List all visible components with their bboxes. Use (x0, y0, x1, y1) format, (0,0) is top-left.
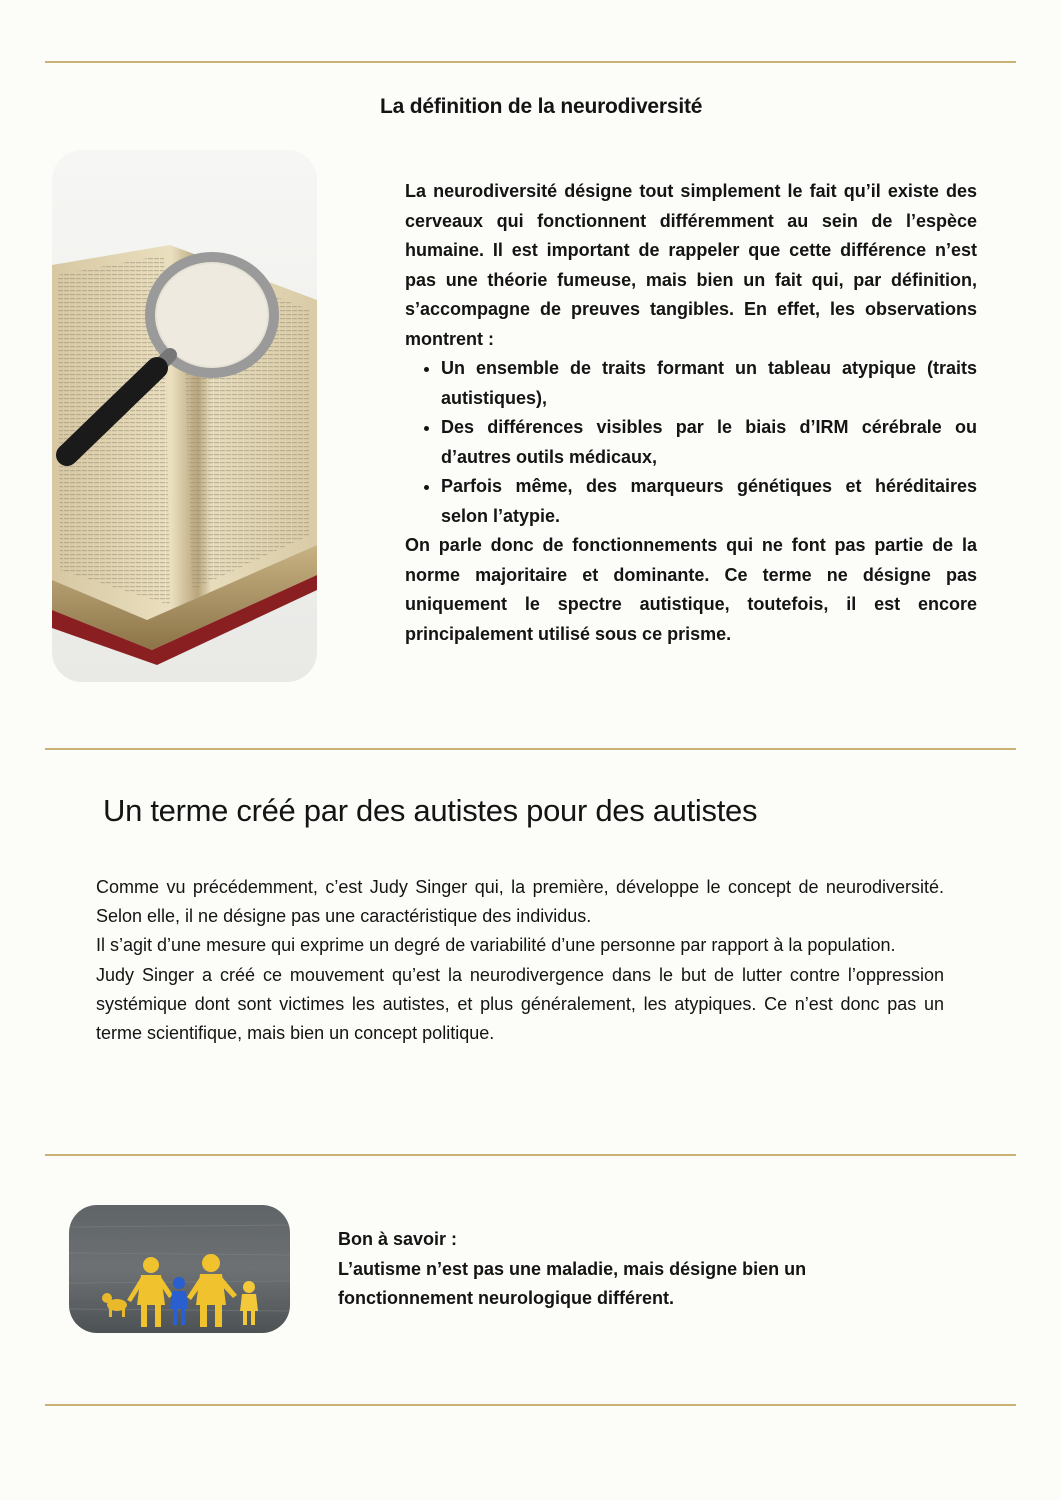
divider-bottom (45, 1404, 1016, 1406)
definition-text (405, 177, 977, 649)
good-to-know-text: L’autisme n’est pas une maladie, mais désigne bien un fonctionnement neurologique différent. (338, 1258, 807, 1308)
term-paragraph: Judy Singer a créé ce mouvement qu’est la neurodivergence dans le but de lutter contre l’oppression systémique dont sont victimes les autistes, et plus généralement, les atypiques. Ce n’est donc pas un terme scientifique, mais bien un concept politique. (96, 964, 944, 1044)
term-text (96, 873, 944, 1048)
divider-top (45, 61, 1016, 63)
evidence-list (405, 354, 977, 531)
list-item: • Un ensemble de traits formant un tableau atypique (traits autistiques), (441, 354, 977, 413)
section-term-title: Un terme créé par des autistes pour des autistes (103, 793, 758, 828)
section-definition-title: La définition de la neurodiversité (380, 95, 703, 118)
divider-lower (45, 1154, 1016, 1156)
list-item: • Des différences visibles par le biais d’IRM cérébrale ou d’autres outils médicaux, (441, 413, 977, 472)
good-to-know-heading: Bon à savoir : (338, 1229, 458, 1249)
family-figures-image (69, 1205, 290, 1333)
divider-middle (45, 748, 1016, 750)
definition-intro: La neurodiversité désigne tout simplement le fait qu’il existe des cerveaux qui fonctionnent différemment au sein de l’espèce humaine. Il est important de rappeler que cette différence n’est pas une théorie fumeuse, mais bien un fait qui, par définition, s’accompagne de preuves tangibles. En effet, les observations montrent : (405, 181, 977, 349)
list-item: • Parfois même, des marqueurs génétiques et héréditaires selon l’atypie. (441, 472, 977, 531)
book-magnifier-image (52, 150, 317, 682)
good-to-know-box (338, 1225, 938, 1314)
term-paragraph: Il s’agit d’une mesure qui exprime un degré de variabilité d’une personne par rapport à la population. (96, 935, 896, 956)
definition-conclusion: On parle donc de fonctionnements qui ne font pas partie de la norme majoritaire et dominante. Ce terme ne désigne pas uniquement le spectre autistique, toutefois, il est encore principalement utilisé sous ce prisme. (405, 535, 977, 644)
term-paragraph: Comme vu précédemment, c’est Judy Singer qui, la première, développe le concept de neurodiversité. Selon elle, il ne désigne pas une caractéristique des individus. (96, 877, 944, 927)
